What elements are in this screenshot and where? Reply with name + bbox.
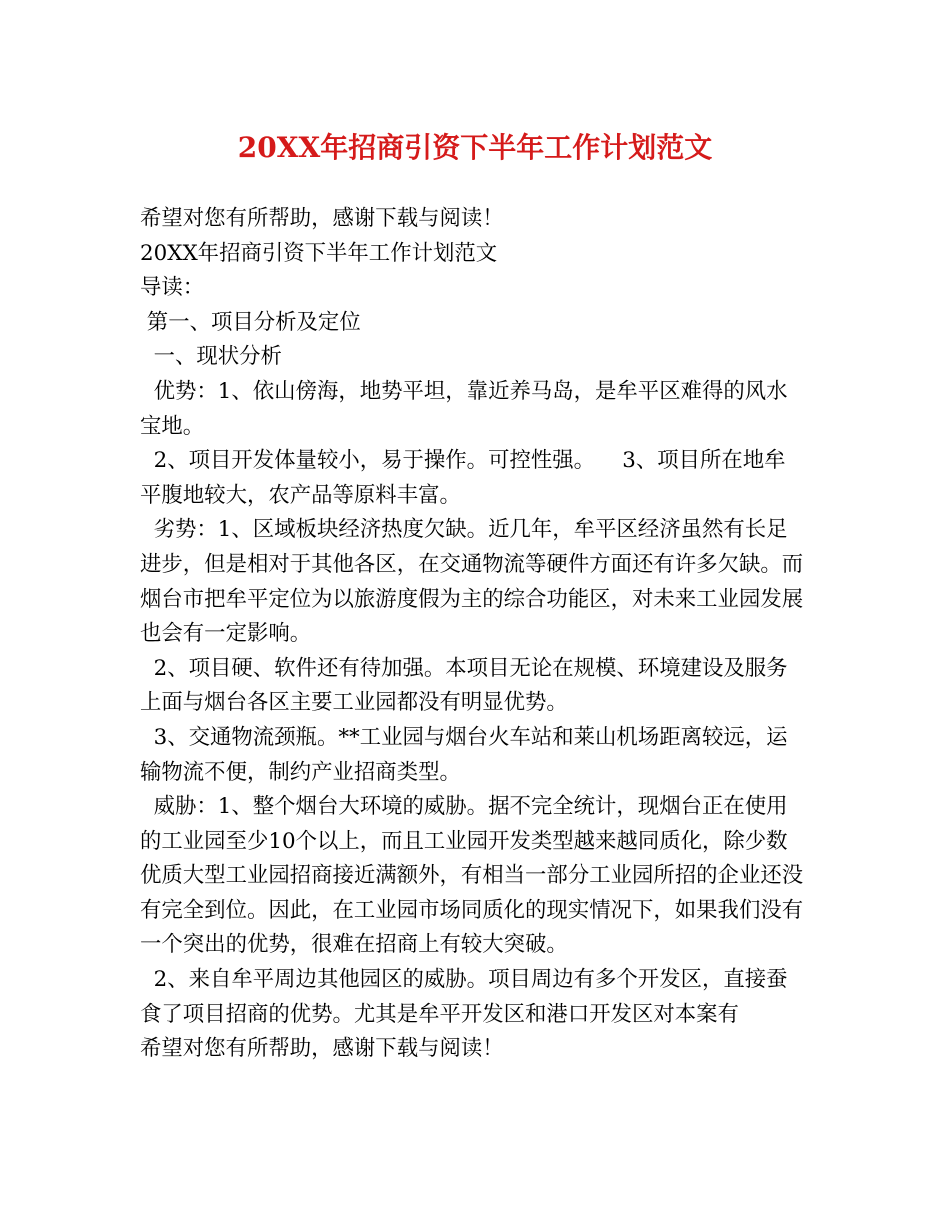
body-line: 希望对您有所帮助，感谢下载与阅读！	[140, 206, 504, 231]
body-line: 的工业园至少10个以上，而且工业园开发类型越来越同质化，除少数	[140, 828, 788, 854]
body-line: 有完全到位。因此，在工业园市场同质化的现实情况下，如果我们没有	[140, 897, 804, 923]
body-line: 第一、项目分析及定位	[140, 309, 361, 335]
body-line: 20XX年招商引资下半年工作计划范文	[140, 240, 498, 266]
body-line: 一个突出的优势，很难在招商上有较大突破。	[140, 932, 568, 958]
body-line: 劣势：1、区域板块经济热度欠缺。近几年，牟平区经济虽然有长足	[140, 517, 788, 543]
body-line: 食了项目招商的优势。尤其是牟平开发区和港口开发区对本案有	[140, 1001, 739, 1027]
body-line: 宝地。	[140, 413, 205, 439]
body-line: 威胁：1、整个烟台大环境的威胁。据不完全统计，现烟台正在使用	[140, 794, 788, 820]
body-line: 2、来自牟平周边其他园区的威胁。项目周边有多个开发区，直接蚕	[140, 967, 788, 993]
body-line: 一、现状分析	[140, 344, 282, 370]
body-line: 也会有一定影响。	[140, 621, 312, 647]
body-line: 优质大型工业园招商接近满额外，有相当一部分工业园所招的企业还没	[140, 863, 804, 889]
body-line: 2、项目硬、软件还有待加强。本项目无论在规模、环境建设及服务	[140, 655, 788, 681]
document-body	[140, 202, 810, 1067]
body-line: 进步，但是相对于其他各区，在交通物流等硬件方面还有许多欠缺。而	[140, 551, 804, 577]
body-line: 平腹地较大，农产品等原料丰富。	[140, 482, 461, 508]
body-line: 导读：	[140, 275, 205, 301]
body-line: 优势：1、依山傍海，地势平坦，靠近养马岛，是牟平区难得的风水	[140, 378, 788, 404]
body-line: 输物流不便，制约产业招商类型。	[140, 759, 461, 785]
body-line: 烟台市把牟平定位为以旅游度假为主的综合功能区，对未来工业园发展	[140, 586, 804, 612]
body-line: 希望对您有所帮助，感谢下载与阅读！	[140, 1036, 504, 1062]
body-line: 2、项目开发体量较小，易于操作。可控性强。 3、项目所在地牟	[140, 448, 786, 474]
document-title: 20XX年招商引资下半年工作计划范文	[237, 131, 713, 164]
body-line: 上面与烟台各区主要工业园都没有明显优势。	[140, 690, 568, 716]
body-line: 3、交通物流颈瓶。**工业园与烟台火车站和莱山机场距离较远，运	[140, 724, 788, 750]
